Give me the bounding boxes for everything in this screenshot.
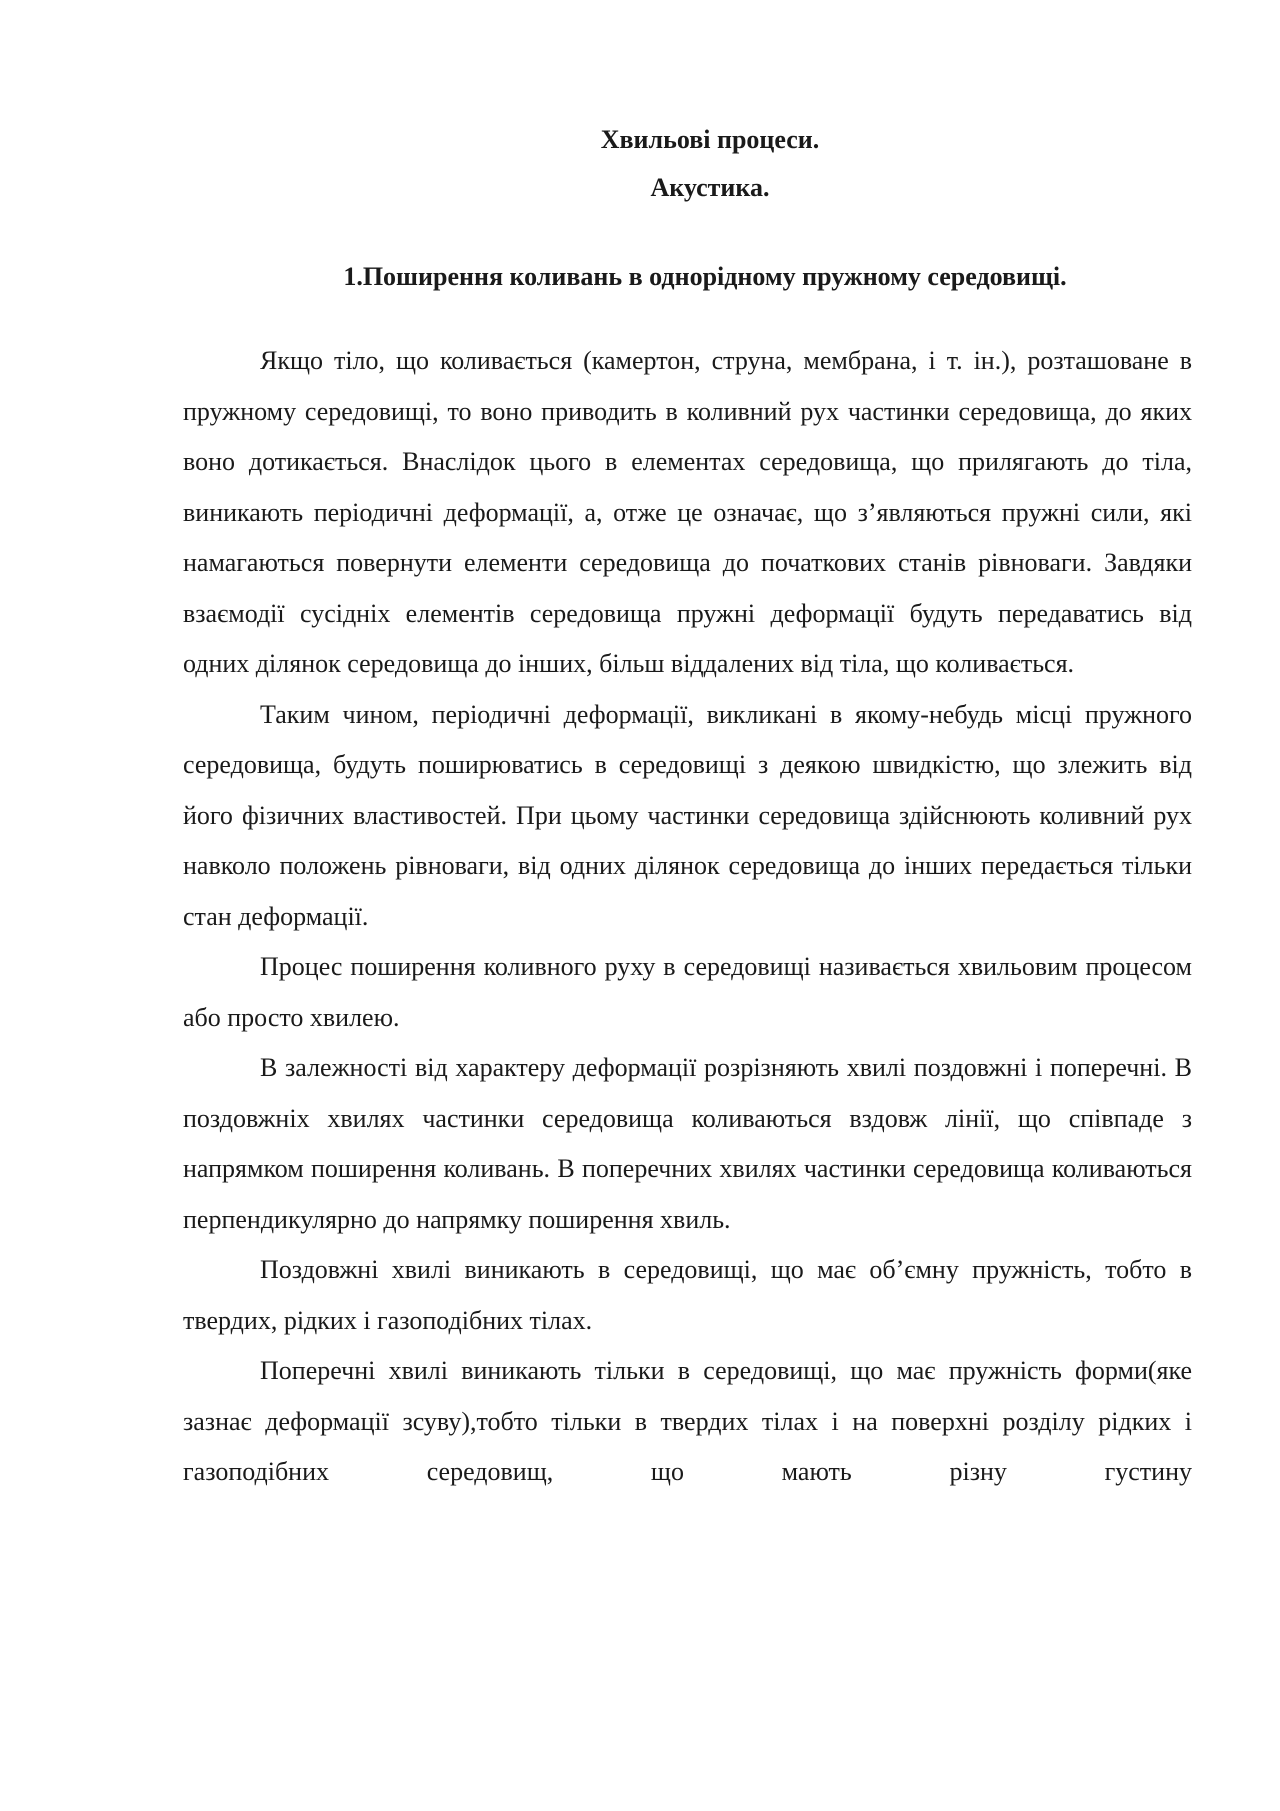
paragraph: Якщо тіло, що коливається (камертон, струна, мембрана, і т. ін.), розташоване в пружному середовищі, то воно приводить в коливний рух частинки середовища, до яких воно дотикається. Внаслідок цього в елементах середовища, що прилягають до тіла, виникають періодичні деформації, а, отже це означає, що з’являються пружні сили, які намагаються повернути елементи середовища до початкових станів рівноваги. Завдяки взаємодії сусідніх елементів середовища пружні деформації будуть передаватись від одних ділянок середовища до інших, більш віддалених від тіла, що коливається. [183, 346, 1192, 678]
paragraph: Таким чином, періодичні деформації, викликані в якому-небудь місці пружного середовища, будуть поширюватись в середовищі з деякою швидкістю, що злежить від його фізичних властивостей. При цьому частинки середовища здійснюють коливний рух навколо положень рівноваги, від одних ділянок середовища до інших передається тільки стан деформації. [183, 699, 1192, 931]
document-title: Хвильові процеси. [600, 125, 820, 154]
paragraph: Поздовжні хвилі виникають в середовищі, що має об’ємну пружність, тобто в твердих, рідких і газоподібних тілах. [183, 1255, 1192, 1335]
section-heading: 1.Поширення коливань в однорідному пружному середовищі. [343, 262, 1067, 291]
paragraph: В залежності від характеру деформації розрізняють хвилі поздовжні і поперечні. В поздовжніх хвилях частинки середовища коливаються вздовж лінії, що співпаде з напрямком поширення коливань. В поперечних хвилях частинки середовища коливаються перпендикулярно до напрямку поширення хвиль. [183, 1053, 1192, 1234]
paragraph: Поперечні хвилі виникають тільки в середовищі, що має пружність форми(яке зазнає деформації зсуву),тобто тільки в твердих тілах і на поверхні розділу рідких і газоподібних середовищ, що мають різну густину [183, 1356, 1192, 1486]
document-body [183, 336, 1192, 1498]
document-subtitle: Акустика. [650, 173, 770, 202]
paragraph: Процес поширення коливного руху в середовищі називається хвильовим процесом або просто хвилею. [183, 952, 1192, 1032]
